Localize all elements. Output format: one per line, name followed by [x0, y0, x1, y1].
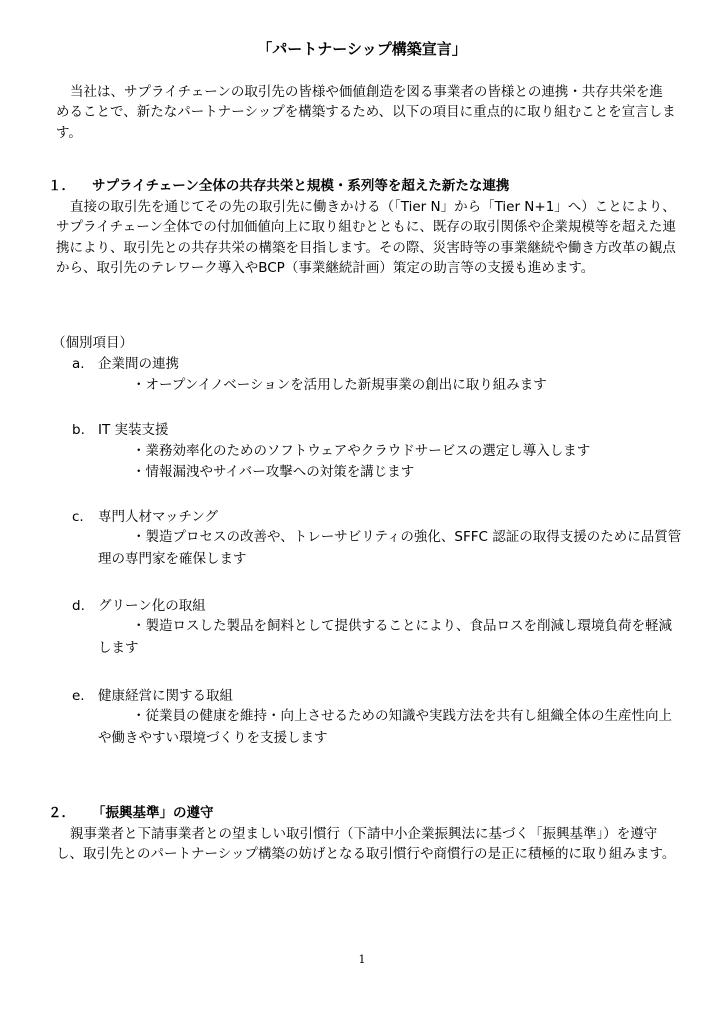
item-b-title: IT 実装支援: [98, 422, 169, 438]
section-1-body: 直接の取引先を通じてその先の取引先に働きかける（「Tier N」から「Tier N+1」へ）ことにより、サプライチェーン全体での付加価値向上に取り組むとともに、既存の取引関係や企業規模等を超えた連携により、取引先との共存共栄の構築を目指します。その際、災害時等の事業継続や働き方改革の観点から、取引先のテレワーク導入やBCP（事業継続計画）策定の助言等の支援も進めます。: [56, 199, 676, 276]
item-a-title: 企業間の連携: [98, 356, 179, 372]
section-2-heading: [48, 803, 214, 823]
item-b-label: b.: [72, 422, 85, 438]
item-a-heading: [72, 354, 179, 374]
item-b-bullet-1: ・業務効率化のためのソフトウェアやクラウドサービスの選定し導入します: [132, 443, 591, 459]
section-1-number: １．: [48, 178, 75, 194]
item-d-heading: [72, 596, 206, 616]
item-a-label: a.: [72, 356, 85, 372]
item-b-heading: [72, 420, 169, 440]
item-e-bullet-1: ・従業員の健康を維持・向上させるための知識や実践方法を共有し組織全体の生産性向上や働きやすい環境づくりを支援します: [98, 708, 672, 746]
individual-items-label: （個別項目）: [52, 335, 133, 351]
section-2-number: ２．: [48, 805, 75, 821]
item-c-title: 専門人材マッチング: [98, 509, 219, 525]
item-d-bullet-1: ・製造ロスした製品を飼料として提供することにより、食品ロスを削減し環境負荷を軽減します: [98, 618, 672, 656]
item-a-bullet-1: ・オープンイノベーションを活用した新規事業の創出に取り組みます: [132, 377, 547, 393]
item-b-bullet-2: ・情報漏洩やサイバー攻撃への対策を講じます: [132, 464, 415, 480]
section-2-title: 「振興基準」の遵守: [92, 805, 214, 821]
item-d-label: d.: [72, 598, 85, 614]
intro-paragraph: 当社は、サプライチェーンの取引先の皆様や価値創造を図る事業者の皆様との連携・共存共栄を進めることで、新たなパートナーシップを構築するため、以下の項目に重点的に取り組むことを宣言します。: [56, 84, 676, 141]
item-e-label: e.: [72, 688, 85, 704]
document-title: 「パートナーシップ構築宣言」: [257, 40, 467, 58]
item-c-bullet-1: ・製造プロセスの改善や、トレーサビリティの強化、SFFC 認証の取得支援のために品質管理の専門家を確保します: [98, 529, 682, 567]
section-1-heading: [48, 176, 509, 196]
section-1-title: サプライチェーン全体の共存共栄と規模・系列等を超えた新たな連携: [92, 178, 510, 194]
item-d-title: グリーン化の取組: [98, 598, 206, 614]
section-2-body: 親事業者と下請事業者との望ましい取引慣行（下請中小企業振興法に基づく「振興基準」）を遵守し、取引先とのパートナーシップ構築の妨げとなる取引慣行や商慣行の是正に積極的に取り組みます。: [56, 826, 676, 863]
item-c-label: c.: [72, 509, 84, 525]
item-e-title: 健康経営に関する取組: [98, 688, 233, 704]
page-number: 1: [358, 953, 366, 966]
item-c-heading: [72, 507, 218, 527]
item-e-heading: [72, 686, 233, 706]
